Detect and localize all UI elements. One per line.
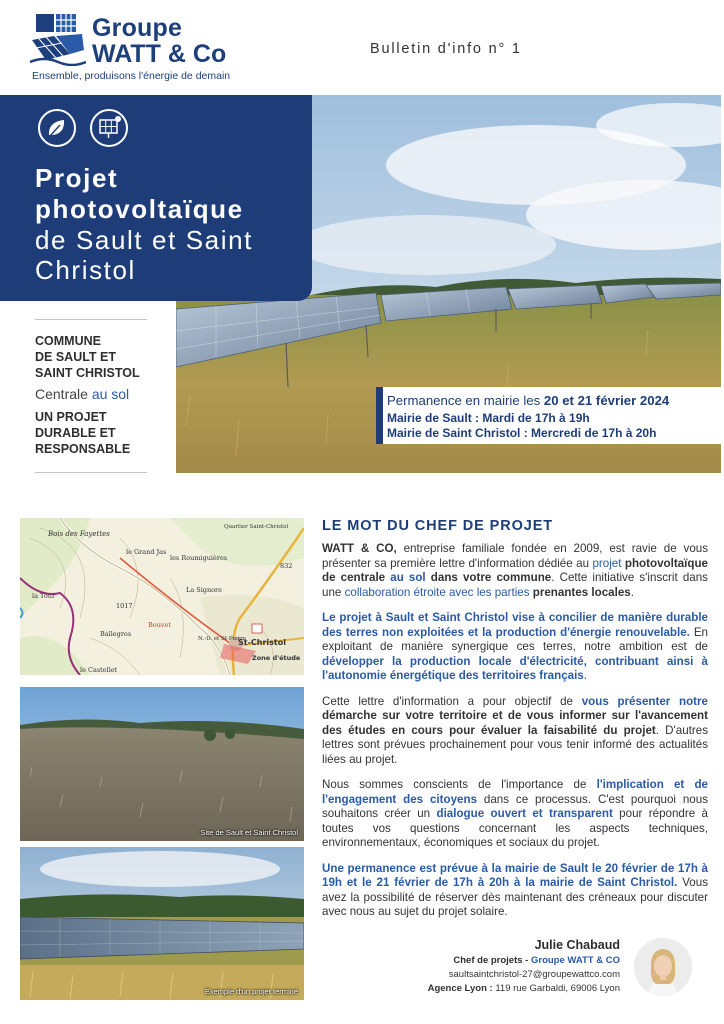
permanence-christol: Mairie de Saint Christol : Mercredi de 17h à 20h	[387, 426, 657, 440]
permanence-box	[376, 387, 721, 444]
bulletin-number: Bulletin d'info n° 1	[370, 41, 522, 57]
article-title: LE MOT DU CHEF DE PROJET	[322, 518, 554, 534]
solar-panel-icon	[90, 109, 128, 147]
permanence-accent-bar	[376, 387, 383, 444]
article-paragraph-3: Cette lettre d'information a pour objectif de vous présenter notre démarche sur votre territoire et de vous informer sur l'avancement des études en cours pour évaluer la faisabilité du projet. D'autres lettres sont prévues prochainement pour vous tenir informé des actualités liées au projet.	[322, 694, 708, 766]
durable-label: UN PROJET DURABLE ET RESPONSABLE	[35, 410, 131, 456]
title-line4: Christol	[35, 255, 136, 285]
signature-name: Julie Chabaud	[534, 938, 620, 952]
divider	[35, 472, 147, 473]
signature-address: Agence Lyon : 119 rue Garbaldi, 69006 Lyon	[427, 983, 620, 994]
article-paragraph-2: Le projet à Sault et Saint Christol vise à concilier de manière durable des terres non exploitées et la production d'énergie renouvelable. En exploitant de manière synergique ces terres, notre ambition est de développer la production locale d'électricité, contribuant ainsi à l'autonomie énergétique des territoires français.	[322, 611, 708, 682]
commune-label: COMMUNE DE SAULT ET SAINT CHRISTOL	[35, 334, 140, 380]
site-photo-caption: Site de Sault et Saint Christol	[200, 828, 298, 837]
avatar	[634, 938, 692, 996]
leaf-icon	[38, 109, 76, 147]
project-manager-article	[322, 518, 708, 931]
logo-name-line1: Groupe	[92, 14, 183, 42]
title-line1: Projet	[35, 163, 119, 193]
example-project-photo	[20, 847, 304, 1000]
site-photo	[20, 687, 304, 841]
permanence-sault: Mairie de Sault : Mardi de 17h à 19h	[387, 411, 590, 425]
article-paragraph-5: Une permanence est prévue à la mairie de Sault le 20 février de 17h à 19h et le 21 février de 17h à 20h à la mairie de Saint Christol. Vous avez la possibilité de réserver dès maintenant des créneaux pour discuter avec nous au sujet du projet solaire.	[322, 861, 708, 918]
article-paragraph-1: WATT & CO, entreprise familiale fondée en 2009, est ravie de vous présenter sa première lettre d'information dédiée au projet photovoltaïque de centrale au sol dans votre commune. Cette initiative s'inscrit dans une collaboration étroite avec les parties prenantes locales.	[322, 542, 709, 599]
company-logo	[30, 12, 250, 84]
centrale-type: Centrale au sol	[35, 386, 130, 402]
permanence-dates: Permanence en mairie les 20 et 21 février 2024	[387, 393, 670, 408]
logo-name-line2: WATT & Co	[92, 40, 227, 68]
signature-email[interactable]: saultsaintchristol-27@groupewattco.com	[448, 969, 620, 980]
project-title-panel	[0, 95, 312, 301]
article-paragraph-4: Nous sommes conscients de l'importance de l'implication et de l'engagement des citoyens dans ce processus. C'est pourquoi nous souhaitons créer un dialogue ouvert et transparent pour répondre à toutes vos questions concernant les aspects techniques, environnementaux, économiques et sociaux du projet.	[322, 778, 708, 849]
location-map: Bois des Fayettes le Grand Jas les Roumiguières Quartier Saint-Christol La Signore Bouvet Ballegros N.-D. et St-Pierre St-Christol Zone d'étude le Castellet la Tour 832 1017	[20, 518, 304, 675]
logo-mark-icon	[30, 12, 86, 66]
logo-tagline: Ensemble, produisons l'énergie de demain	[32, 70, 231, 82]
title-line3: de Sault et Saint	[35, 225, 253, 255]
signature-role: Chef de projets - Groupe WATT & CO	[453, 955, 620, 966]
example-photo-caption: Exemple d'un projet terminé	[204, 987, 298, 996]
title-line2: photovoltaïque	[35, 194, 244, 224]
divider	[35, 319, 147, 320]
